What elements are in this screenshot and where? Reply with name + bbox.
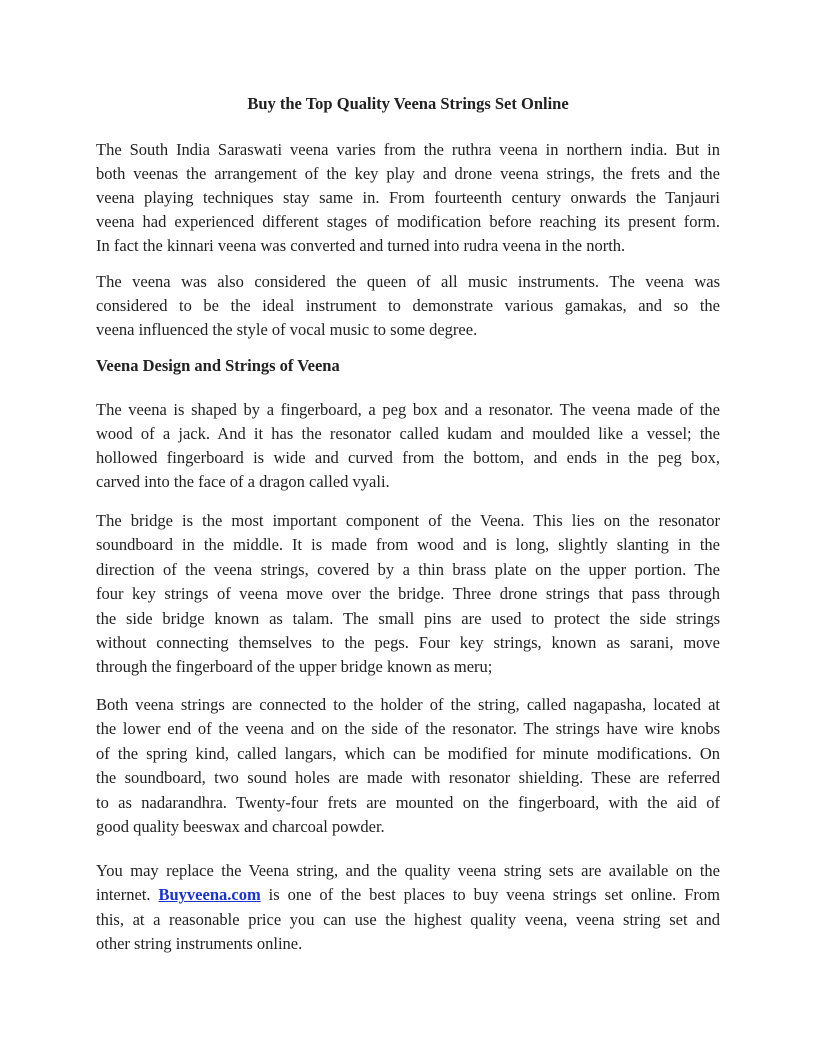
paragraph-queen (96, 270, 720, 342)
text-line: the side bridge known as talam. The small pins are used to protect the side strings (96, 608, 720, 628)
paragraph-strings (96, 693, 720, 839)
text-line: other string instruments online. (96, 934, 303, 954)
paragraph-buy (96, 859, 720, 957)
text-line: this, at a reasonable price you can use the highest quality veena, veena string set and (96, 909, 720, 929)
text-line: four key strings of veena move over the bridge. Three drone strings that pass through (96, 584, 720, 604)
text-line: The veena is shaped by a fingerboard, a peg box and a resonator. The veena made of the (96, 400, 720, 419)
text-line: hollowed fingerboard is wide and curved from the bottom, and ends in the peg box, (96, 448, 720, 467)
text-segment: is one of the best places to buy veena strings set online. From (268, 885, 721, 905)
text-line: veena influenced the style of vocal music to some degree. (96, 320, 478, 339)
text-line: through the fingerboard of the upper bridge known as meru; (96, 657, 493, 677)
text-line: The bridge is the most important component of the Veena. This lies on the resonator (96, 511, 720, 530)
text-line: carved into the face of a dragon called vyali. (96, 472, 390, 491)
paragraph-intro (96, 138, 720, 258)
text-line: You may replace the Veena string, and the quality veena string sets are available on the (96, 861, 720, 880)
page-title: Buy the Top Quality Veena Strings Set Online (247, 94, 569, 113)
paragraph-bridge (96, 509, 720, 680)
paragraph-design (96, 398, 720, 494)
text-line: In fact the kinnari veena was converted and turned into rudra veena in the north. (96, 236, 626, 255)
text-segment: internet. (96, 885, 151, 905)
text-line: without connecting themselves to the pegs. Four key strings, known as sarani, move (96, 632, 720, 652)
text-line: the soundboard, two sound holes are made with resonator shielding. These are referred (96, 768, 720, 788)
text-line: considered to be the ideal instrument to demonstrate various gamakas, and so the (96, 296, 720, 315)
text-line: wood of a jack. And it has the resonator called kudam and moulded like a vessel; the (96, 424, 720, 443)
text-line: good quality beeswax and charcoal powder. (96, 816, 385, 836)
text-line: The South India Saraswati veena varies from the ruthra veena in northern india. But in (96, 140, 720, 159)
text-line: direction of the veena strings, covered by a thin brass plate on the upper portion. The (96, 559, 720, 579)
text-line: both veenas the arrangement of the key play and drone veena strings, the frets and the (96, 164, 720, 183)
text-line: the lower end of the veena and on the side of the resonator. The strings have wire knobs (96, 719, 720, 739)
text-line: soundboard in the middle. It is made from wood and is long, slightly slanting in the (96, 535, 720, 555)
text-line: veena playing techniques stay same in. From fourteenth century onwards the Tanjauri (96, 188, 720, 207)
text-line (96, 883, 720, 907)
section-heading: Veena Design and Strings of Veena (96, 356, 340, 375)
text-line: of the spring kind, called langars, which can be modified for minute modifications. On (96, 743, 720, 763)
text-line: to as nadarandhra. Twenty-four frets are mounted on the fingerboard, with the aid of (96, 792, 720, 812)
text-line: veena had experienced different stages of modification before reaching its present form. (96, 212, 720, 231)
text-line: Both veena strings are connected to the holder of the string, called nagapasha, located at (96, 695, 720, 714)
text-line: The veena was also considered the queen of all music instruments. The veena was (96, 272, 720, 291)
buyveena-link[interactable]: Buyveena.com (158, 885, 261, 905)
